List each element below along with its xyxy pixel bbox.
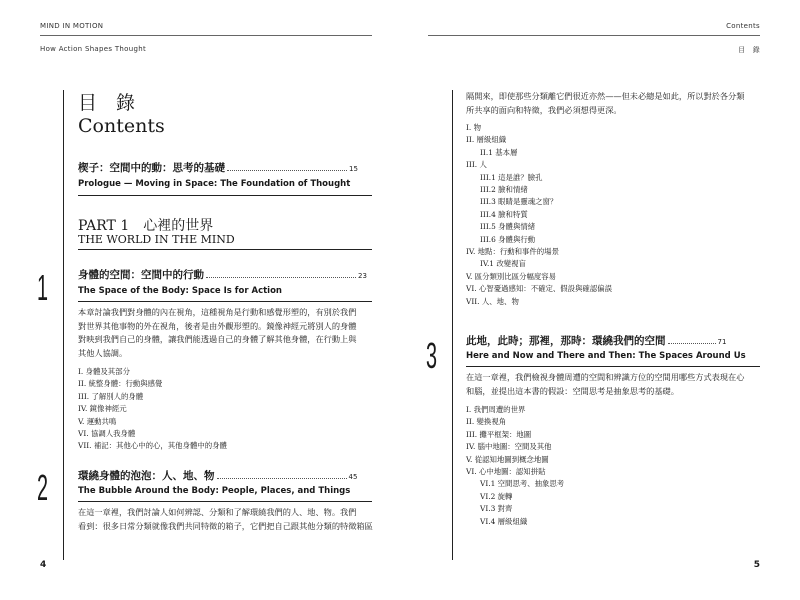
chapter-3-title-en: Here and Now and There and Then: The Spaces Around Us — [466, 351, 746, 361]
toc-title-en: Contents — [78, 115, 165, 137]
prologue-rule — [78, 195, 372, 196]
toc-vertical-rule — [63, 90, 64, 560]
list-item[interactable]: III. 攤平框架：地圖 — [466, 429, 532, 439]
chapter-3-number: 3 — [426, 335, 438, 376]
list-item[interactable]: III. 了解別人的身體 — [78, 391, 144, 401]
summary-line: 看到：很多日常分類就像我們共同特徵的箱子，它們把自己跟其他分類的特徵箱區 — [78, 520, 373, 531]
list-item[interactable]: VI. 協調人我身體 — [78, 429, 136, 439]
list-item[interactable]: VII. 人、地、物 — [466, 296, 519, 306]
list-item[interactable]: II. 層級組織 — [466, 135, 507, 145]
chapter-2-summary-continued — [466, 90, 776, 117]
section-header-zh: 目 錄 — [738, 46, 760, 54]
prologue-entry[interactable] — [78, 161, 358, 176]
summary-line: 對映到我們自己的身體，讓我們能透過自己的身體了解其他身體，在行動上與 — [78, 334, 357, 344]
chapter-2-number: 2 — [37, 467, 49, 508]
list-item[interactable]: III.3 眼睛是靈魂之窗？ — [480, 197, 558, 207]
chapter-1-title-zh: 身體的空間：空間中的行動 — [78, 269, 204, 281]
summary-line: 其他人協調。 — [78, 347, 128, 358]
part1-title-en: THE WORLD IN THE MIND — [78, 233, 235, 246]
list-item[interactable]: VI.4 層級組織 — [480, 516, 528, 526]
list-item[interactable]: VI. 心中地圖：認知拼貼 — [466, 467, 546, 477]
chapter-3-page: 71 — [717, 338, 727, 346]
header-rule — [428, 35, 760, 36]
summary-line: 所共享的面向和特徵，我們必須想得更深。 — [466, 104, 622, 115]
list-item[interactable]: VII. 補記：其他心中的心，其他身體中的身體 — [78, 441, 227, 451]
list-item[interactable]: III.1 這是誰？臉孔 — [480, 172, 543, 182]
list-item[interactable]: VI.1 空間思考、抽象思考 — [480, 479, 565, 489]
chapter-3-summary — [466, 371, 781, 398]
chapter-3-sections — [466, 404, 564, 528]
summary-line: 和腦，並提出這本書的假設：空間思考是抽象思考的基礎。 — [466, 385, 679, 396]
list-item[interactable]: III.2 臉和情緒 — [480, 185, 528, 195]
right-page — [400, 0, 800, 600]
section-header-en: Contents — [726, 22, 760, 30]
list-item[interactable]: VI. 心智憂過感知：不確定、假設與確認偏誤 — [466, 284, 612, 294]
chapter-1-summary — [78, 306, 378, 360]
list-item[interactable]: V. 運動共鳴 — [78, 416, 117, 426]
page-number-left: 4 — [40, 560, 47, 570]
leader-dots — [668, 342, 716, 344]
list-item[interactable]: IV.1 改變視盲 — [480, 259, 526, 269]
toc-vertical-rule — [452, 90, 453, 560]
summary-line: 在這一章裡，我們討論人如何辨認、分類和了解環繞我們的人、地、物。我們 — [78, 507, 357, 517]
chapter-2-page: 45 — [348, 473, 358, 481]
list-item[interactable]: III.4 臉和特質 — [480, 209, 528, 219]
prologue-page: 15 — [349, 165, 358, 173]
chapter-2-rule — [78, 501, 372, 502]
leader-dots — [227, 169, 347, 171]
chapter-2-sections — [466, 122, 612, 308]
list-item[interactable]: VI.2 旋轉 — [480, 491, 513, 501]
list-item[interactable]: I. 我們周遭的世界 — [466, 405, 526, 414]
list-item[interactable]: IV. 腦中地圖：空間及其他 — [466, 442, 552, 452]
chapter-1-page: 23 — [358, 272, 367, 280]
chapter-3-title-zh: 此地，此時；那裡，那時：環繞我們的空間 — [466, 335, 666, 347]
chapter-1-title-en: The Space of the Body: Space Is for Action — [78, 286, 282, 296]
chapter-3-entry[interactable] — [466, 334, 726, 349]
chapter-1-sections — [78, 366, 227, 453]
list-item[interactable]: II. 統整身體：行動與感覺 — [78, 379, 163, 389]
list-item[interactable]: IV. 地點：行動和事件的場景 — [466, 247, 559, 257]
list-item[interactable]: II.1 基本層 — [480, 147, 518, 157]
chapter-2-entry[interactable] — [78, 469, 357, 484]
chapter-1-rule — [78, 301, 372, 302]
part1-title-zh: PART 1 心裡的世界 — [78, 218, 214, 234]
list-item[interactable]: II. 變換視角 — [466, 417, 507, 427]
list-item[interactable]: III. 人 — [466, 160, 487, 170]
chapter-3-rule — [466, 366, 760, 367]
chapter-2-summary — [78, 506, 378, 533]
part1-rule — [78, 249, 372, 250]
prologue-title-en: Prologue — Moving in Space: The Foundation of Thought — [78, 179, 351, 189]
leader-dots — [206, 276, 356, 278]
list-item[interactable]: I. 身體及其部分 — [78, 367, 130, 376]
list-item[interactable]: VI.3 對齊 — [480, 504, 513, 514]
chapter-1-number: 1 — [37, 267, 49, 308]
list-item[interactable]: V. 從認知地圖到概念地圖 — [466, 454, 549, 464]
page-number-right: 5 — [753, 560, 760, 570]
list-item[interactable]: I. 物 — [466, 123, 482, 132]
book-title-header: MIND IN MOTION — [40, 22, 104, 30]
header-rule — [40, 35, 372, 36]
chapter-2-title-zh: 環繞身體的泡泡：人、地、物 — [78, 470, 215, 482]
summary-line: 在這一章裡，我們檢視身體周遭的空間和辨識方位的空間用哪些方式表現在心 — [466, 372, 745, 382]
list-item[interactable]: III.5 身體與情緒 — [480, 222, 536, 232]
list-item[interactable]: V. 區分類別比區分幅度容易 — [466, 271, 557, 281]
book-subtitle-header: How Action Shapes Thought — [40, 45, 146, 53]
summary-line: 本章討論我們對身體的內在視角，這種視角是行動和感覺形塑的，有別於我們 — [78, 307, 357, 317]
chapter-2-title-en: The Bubble Around the Body: People, Places, and Things — [78, 486, 351, 496]
list-item[interactable]: IV. 鏡像神經元 — [78, 404, 127, 414]
list-item[interactable]: III.6 身體與行動 — [480, 234, 536, 244]
toc-title-zh: 目 錄 — [78, 92, 136, 114]
chapter-1-entry[interactable] — [78, 268, 367, 283]
summary-line: 對世界其他事物的外在視角，後者是由外觀形塑的。鏡像神經元將別人的身體 — [78, 320, 357, 331]
summary-line: 隔開來，即使那些分類離它們很近亦然——但未必總是如此，所以對於各分類 — [466, 91, 745, 101]
prologue-title-zh: 楔子：空間中的動：思考的基礎 — [78, 162, 225, 174]
leader-dots — [217, 477, 347, 479]
